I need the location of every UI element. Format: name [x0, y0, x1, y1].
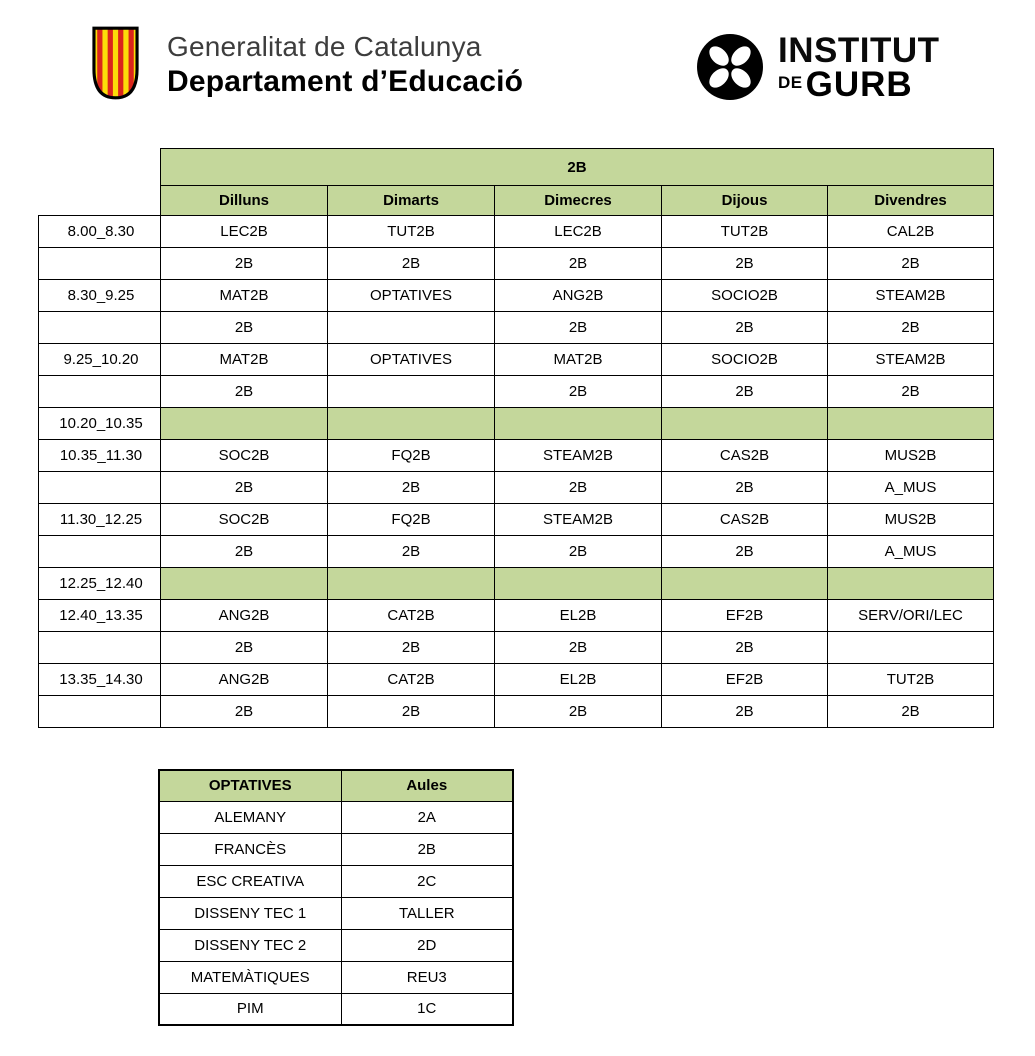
subject-row	[39, 344, 994, 376]
subject-cell: TUT2B	[662, 216, 828, 248]
timetable	[38, 148, 994, 728]
subject-cell: MUS2B	[828, 504, 994, 536]
break-cell	[828, 408, 994, 440]
time-cell: 8.00_8.30	[39, 216, 161, 248]
optativa-row	[159, 801, 513, 833]
break-cell	[495, 568, 662, 600]
break-cell	[662, 408, 828, 440]
subject-row	[39, 440, 994, 472]
subject-cell: ANG2B	[495, 280, 662, 312]
subject-cell: SOCIO2B	[662, 280, 828, 312]
departament-name: Departament d’Educació	[167, 65, 524, 98]
optativa-aula-cell: 2C	[341, 865, 513, 897]
optativa-row	[159, 865, 513, 897]
room-cell: 2B	[495, 536, 662, 568]
time-cell-empty	[39, 696, 161, 728]
class-header-row	[39, 149, 994, 186]
break-cell	[495, 408, 662, 440]
institut-word: INSTITUT	[778, 31, 940, 70]
de-word: DE	[778, 73, 803, 92]
generalitat-text	[167, 30, 523, 100]
optativa-row	[159, 993, 513, 1025]
subject-row	[39, 280, 994, 312]
optativa-name-cell: PIM	[159, 993, 341, 1025]
room-row	[39, 248, 994, 280]
room-row	[39, 536, 994, 568]
room-cell: 2B	[328, 536, 495, 568]
subject-cell: LEC2B	[495, 216, 662, 248]
subject-cell: TUT2B	[328, 216, 495, 248]
room-cell: 2B	[495, 696, 662, 728]
break-row	[39, 568, 994, 600]
optativa-name-cell: DISSENY TEC 1	[159, 897, 341, 929]
subject-cell: OPTATIVES	[328, 280, 495, 312]
room-row	[39, 376, 994, 408]
time-cell: 10.20_10.35	[39, 408, 161, 440]
room-cell: 2B	[662, 472, 828, 504]
break-cell	[161, 568, 328, 600]
optativa-row	[159, 961, 513, 993]
subject-cell: FQ2B	[328, 504, 495, 536]
time-cell-empty	[39, 632, 161, 664]
aules-header: Aules	[341, 770, 513, 801]
room-row	[39, 472, 994, 504]
subject-cell: ANG2B	[161, 600, 328, 632]
room-cell: A_MUS	[828, 536, 994, 568]
room-cell: 2B	[328, 248, 495, 280]
subject-row	[39, 664, 994, 696]
room-cell: 2B	[495, 472, 662, 504]
room-cell: 2B	[161, 472, 328, 504]
room-cell: 2B	[161, 248, 328, 280]
time-cell: 9.25_10.20	[39, 344, 161, 376]
corner-spacer	[39, 149, 161, 186]
break-cell	[828, 568, 994, 600]
time-cell-empty	[39, 312, 161, 344]
optativa-name-cell: FRANCÈS	[159, 833, 341, 865]
subject-cell: SOCIO2B	[662, 344, 828, 376]
day-header-dilluns: Dilluns	[161, 186, 328, 216]
quatrefoil-circle-icon	[696, 33, 764, 101]
optativa-row	[159, 897, 513, 929]
subject-cell: MAT2B	[495, 344, 662, 376]
subject-cell: STEAM2B	[495, 504, 662, 536]
subject-cell: SERV/ORI/LEC	[828, 600, 994, 632]
room-cell: 2B	[495, 248, 662, 280]
time-cell-empty	[39, 248, 161, 280]
room-cell: 2B	[161, 376, 328, 408]
optativa-row	[159, 929, 513, 961]
class-title: 2B	[161, 149, 994, 186]
subject-cell: EL2B	[495, 600, 662, 632]
subject-cell: SOC2B	[161, 504, 328, 536]
day-header-row	[39, 186, 994, 216]
subject-cell: CAL2B	[828, 216, 994, 248]
day-header-divendres: Divendres	[828, 186, 994, 216]
subject-cell: STEAM2B	[495, 440, 662, 472]
subject-cell: CAT2B	[328, 600, 495, 632]
room-cell	[328, 312, 495, 344]
de-gurb-line	[778, 65, 939, 104]
optativa-name-cell: ESC CREATIVA	[159, 865, 341, 897]
subject-cell: MUS2B	[828, 440, 994, 472]
subject-cell: CAS2B	[662, 504, 828, 536]
break-cell	[161, 408, 328, 440]
subject-cell: LEC2B	[161, 216, 328, 248]
break-cell	[662, 568, 828, 600]
optativa-aula-cell: 2D	[341, 929, 513, 961]
break-cell	[328, 568, 495, 600]
subject-row	[39, 216, 994, 248]
subject-cell: SOC2B	[161, 440, 328, 472]
subject-cell: CAT2B	[328, 664, 495, 696]
room-row	[39, 632, 994, 664]
time-cell-empty	[39, 376, 161, 408]
optatives-table	[158, 769, 514, 1026]
room-cell: 2B	[161, 696, 328, 728]
room-cell: 2B	[161, 536, 328, 568]
day-header-dimarts: Dimarts	[328, 186, 495, 216]
break-row	[39, 408, 994, 440]
time-cell: 12.25_12.40	[39, 568, 161, 600]
gurb-word: GURB	[805, 65, 913, 104]
room-cell: 2B	[662, 312, 828, 344]
generalitat-name: Generalitat de Catalunya	[167, 31, 482, 62]
corner-spacer	[39, 186, 161, 216]
room-cell: 2B	[828, 312, 994, 344]
optativa-row	[159, 833, 513, 865]
optativa-name-cell: MATEMÀTIQUES	[159, 961, 341, 993]
senyera-shield-icon	[92, 26, 139, 100]
room-cell: 2B	[828, 376, 994, 408]
institut-gurb-text	[778, 31, 940, 104]
room-cell: 2B	[662, 248, 828, 280]
room-row	[39, 312, 994, 344]
generalitat-logo-block	[92, 26, 523, 100]
subject-cell: MAT2B	[161, 344, 328, 376]
subject-cell: OPTATIVES	[328, 344, 495, 376]
room-cell: 2B	[495, 632, 662, 664]
subject-cell: STEAM2B	[828, 344, 994, 376]
room-row	[39, 696, 994, 728]
subject-cell: EF2B	[662, 664, 828, 696]
room-cell: 2B	[495, 376, 662, 408]
optativa-aula-cell: 2A	[341, 801, 513, 833]
institut-gurb-logo-block	[696, 31, 940, 104]
time-cell-empty	[39, 536, 161, 568]
optatives-body	[159, 801, 513, 1025]
room-cell	[828, 632, 994, 664]
room-cell	[328, 376, 495, 408]
room-cell: 2B	[328, 632, 495, 664]
optativa-name-cell: ALEMANY	[159, 801, 341, 833]
room-cell: 2B	[161, 632, 328, 664]
room-cell: 2B	[662, 376, 828, 408]
room-cell: 2B	[495, 312, 662, 344]
room-cell: A_MUS	[828, 472, 994, 504]
room-cell: 2B	[662, 536, 828, 568]
subject-cell: EL2B	[495, 664, 662, 696]
subject-cell: ANG2B	[161, 664, 328, 696]
optativa-aula-cell: 2B	[341, 833, 513, 865]
subject-row	[39, 600, 994, 632]
time-cell: 12.40_13.35	[39, 600, 161, 632]
day-header-dimecres: Dimecres	[495, 186, 662, 216]
room-cell: 2B	[662, 632, 828, 664]
optativa-name-cell: DISSENY TEC 2	[159, 929, 341, 961]
subject-cell: EF2B	[662, 600, 828, 632]
time-cell: 8.30_9.25	[39, 280, 161, 312]
time-cell-empty	[39, 472, 161, 504]
subject-cell: STEAM2B	[828, 280, 994, 312]
break-cell	[328, 408, 495, 440]
subject-row	[39, 504, 994, 536]
room-cell: 2B	[161, 312, 328, 344]
timetable-body	[39, 216, 994, 728]
subject-cell: CAS2B	[662, 440, 828, 472]
time-cell: 13.35_14.30	[39, 664, 161, 696]
subject-cell: MAT2B	[161, 280, 328, 312]
time-cell: 10.35_11.30	[39, 440, 161, 472]
room-cell: 2B	[328, 696, 495, 728]
optativa-aula-cell: REU3	[341, 961, 513, 993]
subject-cell: TUT2B	[828, 664, 994, 696]
room-cell: 2B	[662, 696, 828, 728]
optativa-aula-cell: TALLER	[341, 897, 513, 929]
room-cell: 2B	[828, 248, 994, 280]
optatives-header-row	[159, 770, 513, 801]
time-cell: 11.30_12.25	[39, 504, 161, 536]
subject-cell: FQ2B	[328, 440, 495, 472]
room-cell: 2B	[328, 472, 495, 504]
optativa-aula-cell: 1C	[341, 993, 513, 1025]
room-cell: 2B	[828, 696, 994, 728]
optatives-header: OPTATIVES	[159, 770, 341, 801]
day-header-dijous: Dijous	[662, 186, 828, 216]
